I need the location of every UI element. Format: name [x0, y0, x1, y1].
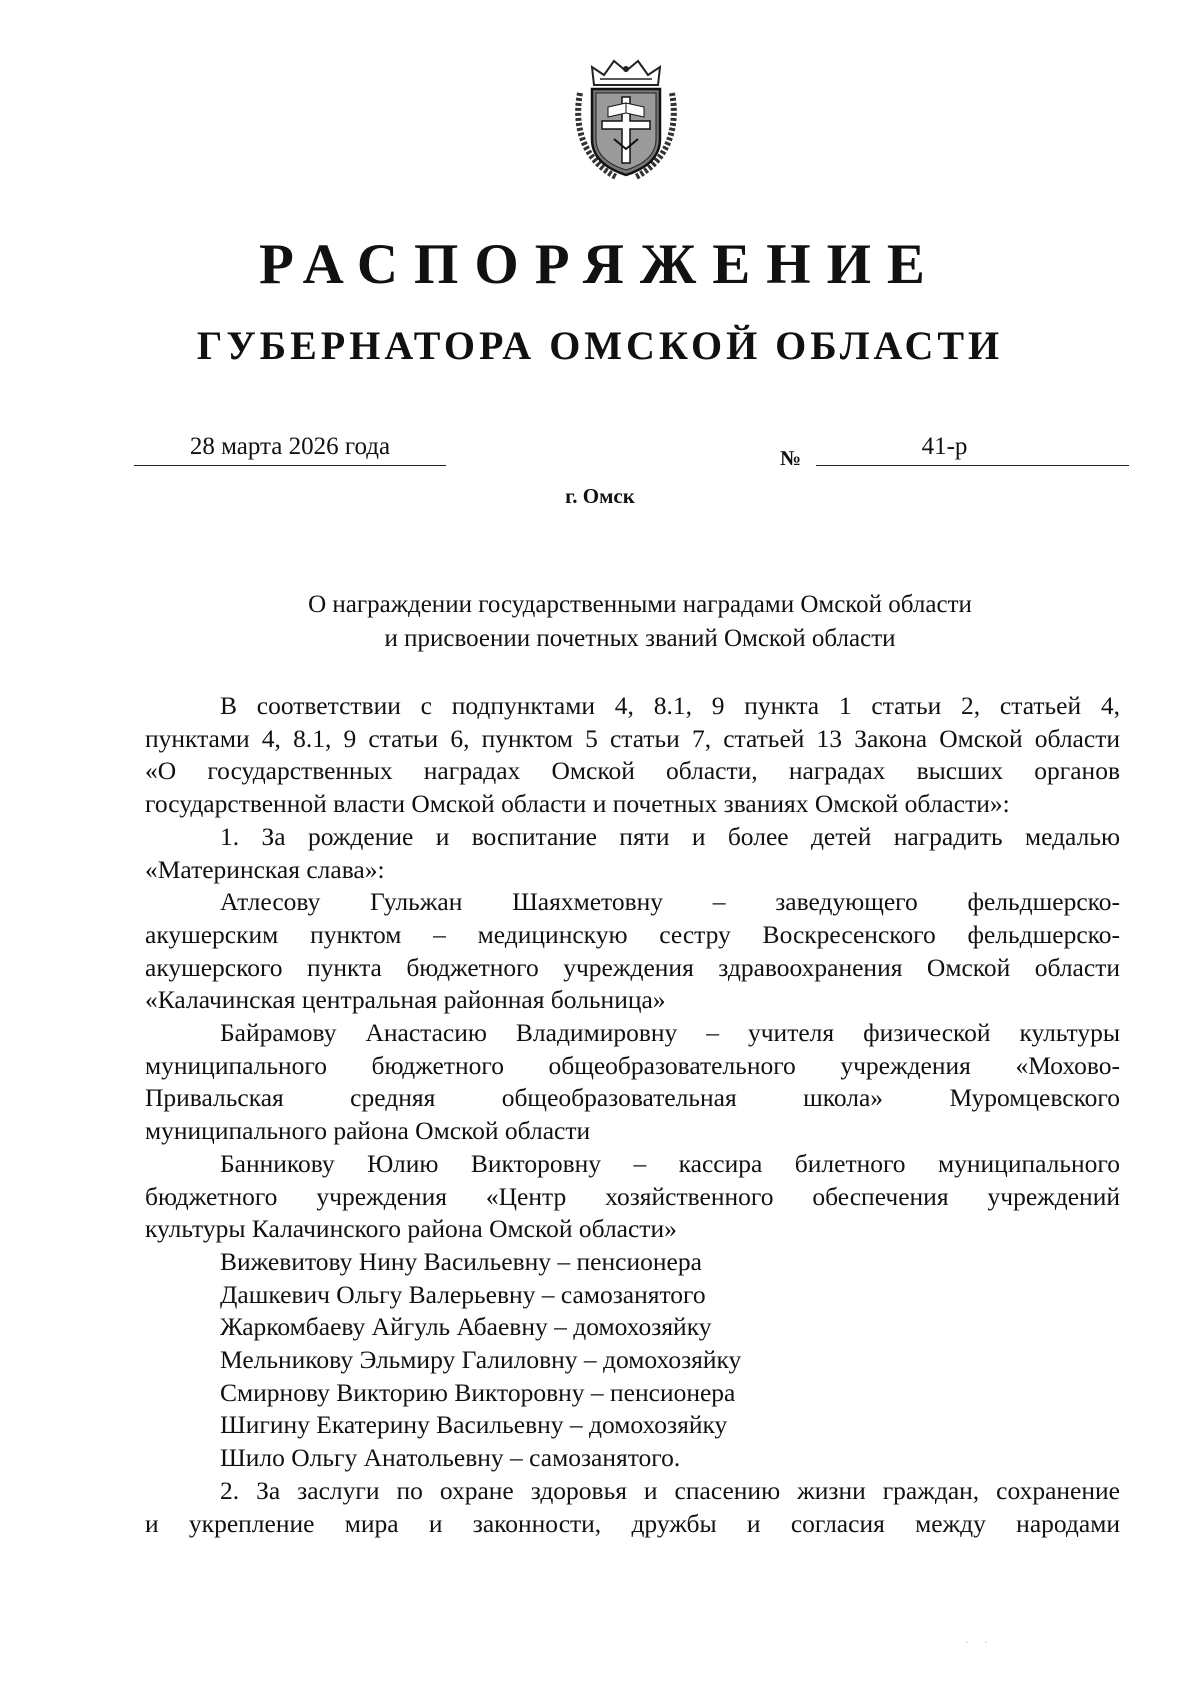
- document-subject: [200, 588, 1080, 656]
- document-body: [145, 690, 1120, 1540]
- scan-speck: · ·: [965, 1635, 994, 1649]
- basis-line: государственной власти Омской области и почетных званиях Омской области»:: [145, 789, 1010, 819]
- awardee-line: бюджетного учреждения «Центр хозяйственного обеспечения учреждений: [145, 1181, 1120, 1211]
- item1-line: 1. За рождение и воспитание пяти и более детей наградить медалью: [220, 821, 1120, 851]
- document-date: [134, 432, 446, 466]
- document-number: [816, 432, 1129, 466]
- awardee-line: «Калачинская центральная районная больница»: [145, 985, 666, 1015]
- awardee-line: Банникову Юлию Викторовну – кассира билетного муниципального: [220, 1148, 1120, 1178]
- subject-line: и присвоении почетных званий Омской области: [384, 625, 896, 652]
- awardee-item: Вижевитову Нину Васильевну – пенсионера: [220, 1246, 702, 1276]
- basis-line: В соответствии с подпунктами 4, 8.1, 9 пункта 1 статьи 2, статьей 4,: [220, 691, 1120, 720]
- item2-line: и укрепление мира и законности, дружбы и согласия между народами: [145, 1508, 1120, 1538]
- awardee-item: Шило Ольгу Анатольевну – самозанятого.: [220, 1443, 681, 1473]
- number-value: 41-р: [921, 433, 968, 460]
- item1-line: «Материнская слава»:: [145, 854, 385, 884]
- number-sign: №: [780, 446, 802, 470]
- awardee-line: культуры Калачинского района Омской области»: [145, 1214, 677, 1244]
- document-city: г. Омск: [565, 484, 635, 508]
- awardee-item: Шигину Екатерину Васильевну – домохозяйку: [220, 1410, 728, 1440]
- omsk-coat-of-arms-icon: [570, 55, 682, 183]
- document-title: РАСПОРЯЖЕНИЕ: [259, 233, 941, 296]
- awardee-line: Байрамову Анастасию Владимировну – учителя физической культуры: [220, 1018, 1120, 1048]
- subject-line: О награждении государственными наградами Омской области: [308, 591, 972, 618]
- awardee-line: Привальская средняя общеобразовательная школа» Муромцевского: [145, 1083, 1120, 1113]
- document-subtitle: ГУБЕРНАТОРА ОМСКОЙ ОБЛАСТИ: [196, 323, 1004, 368]
- item2-line: 2. За заслуги по охране здоровья и спасению жизни граждан, сохранение: [220, 1475, 1120, 1505]
- awardee-item: Мельникову Эльмиру Галиловну – домохозяйку: [220, 1345, 742, 1375]
- awardee-item: Дашкевич Ольгу Валерьевну – самозанятого: [220, 1279, 706, 1309]
- awardee-item: Жаркомбаеву Айгуль Абаевну – домохозяйку: [220, 1312, 712, 1342]
- awardee-line: муниципального района Омской области: [145, 1116, 591, 1146]
- basis-line: пунктами 4, 8.1, 9 статьи 6, пунктом 5 статьи 7, статьей 13 Закона Омской области: [145, 723, 1120, 753]
- awardee-line: акушерским пунктом – медицинскую сестру Воскресенского фельдшерско-: [145, 919, 1120, 949]
- awardee-item: Смирнову Викторию Викторовну – пенсионера: [220, 1377, 736, 1407]
- date-value: 28 марта 2026 года: [189, 433, 391, 460]
- awardee-line: муниципального бюджетного общеобразовательного учреждения «Мохово-: [145, 1050, 1120, 1080]
- basis-line: «О государственных наградах Омской области, наградах высших органов: [145, 756, 1120, 786]
- awardee-line: Атлесову Гульжан Шаяхметовну – заведующего фельдшерско-: [220, 887, 1120, 917]
- awardee-line: акушерского пункта бюджетного учреждения здравоохранения Омской области: [145, 952, 1120, 982]
